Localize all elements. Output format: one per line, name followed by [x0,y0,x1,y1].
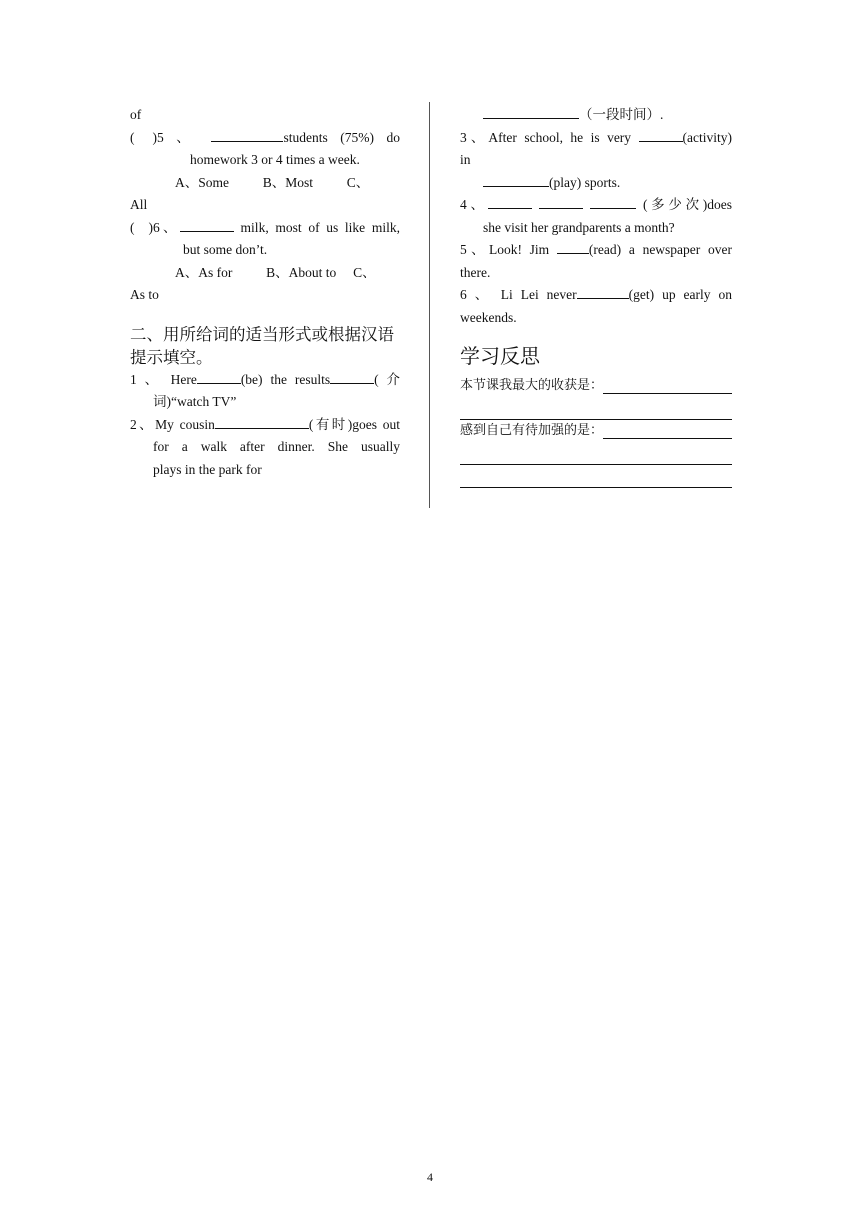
item-4: 4、 (多少次)does [460,194,732,217]
item-4-cont: she visit her grandparents a month? [483,219,675,235]
question-5-option-c: All [130,197,148,212]
question-5 [130,127,400,150]
answer-blank[interactable] [639,127,683,142]
answer-blank[interactable] [215,414,309,429]
item-6-tail: weekends. [460,309,517,325]
right-column [460,104,732,488]
column-divider [429,102,430,508]
item-2-cont: plays in the park for [153,461,262,477]
paren-open: ( [130,219,135,235]
question-6-option-c: As to [130,287,159,302]
answer-blank[interactable] [577,284,629,299]
answer-blank[interactable] [211,127,283,142]
section-title-cont: 提示填空。 [130,347,213,367]
question-6 [130,217,400,240]
gain-row [460,375,732,398]
question-text: students (75%) do [283,129,400,145]
improve-input-line[interactable] [603,424,732,439]
answer-blank[interactable] [590,194,636,209]
item-3-tail: in [460,152,471,167]
question-text: milk, most of us like milk, [233,219,400,235]
answer-blank[interactable] [557,239,589,254]
item-6: 6 、 Li Lei never (get) up early on [460,284,732,307]
gain-label: 本节课我最大的收获是： [460,378,604,393]
item-2-end: （一段时间）. [460,104,732,127]
question-number: )6、 [148,219,180,235]
paren-open: ( [130,129,135,145]
answer-blank[interactable] [483,172,549,187]
improve-label: 感到自己有待加强的是： [460,423,604,438]
improve-input-line-2[interactable] [460,443,732,466]
item-5: 5、Look! Jim (read) a newspaper over [460,239,732,262]
answer-blank[interactable] [197,369,241,384]
left-column [130,104,400,481]
gain-input-line[interactable] [603,379,732,394]
item-1-cont: 词)“watch TV” [153,394,237,409]
item-3-cont: (play) sports. [460,172,732,195]
answer-blank[interactable] [330,369,374,384]
question-5-options: A、Some B、Most C、 [175,174,370,190]
item-2: 2、My cousin (有时)goes out [130,414,400,437]
item-5-tail: there. [460,264,491,280]
item-1: 1 、 Here (be) the results ( 介 [130,369,400,392]
item-2-cont: for a walk after dinner. She usually [153,439,400,454]
reflection-title: 学习反思 [460,344,540,368]
question-number: )5 、 [152,129,199,145]
question-5-cont: homework 3 or 4 times a week. [190,152,360,167]
question-6-cont: but some don’t. [183,242,268,257]
gain-input-line-2[interactable] [460,398,732,421]
improve-input-line-3[interactable] [460,465,732,488]
text-line: of [130,107,142,122]
answer-blank[interactable] [539,194,583,209]
item-3: 3、After school, he is very (activity) [460,127,732,150]
page-number: 4 [427,1170,433,1184]
question-6-options: A、As for B、About to C、 [175,264,376,280]
answer-blank[interactable] [488,194,532,209]
answer-blank[interactable] [180,217,234,232]
section-title: 二、用所给词的适当形式或根据汉语 [130,324,394,344]
answer-blank[interactable] [483,104,579,119]
improve-row [460,420,732,443]
